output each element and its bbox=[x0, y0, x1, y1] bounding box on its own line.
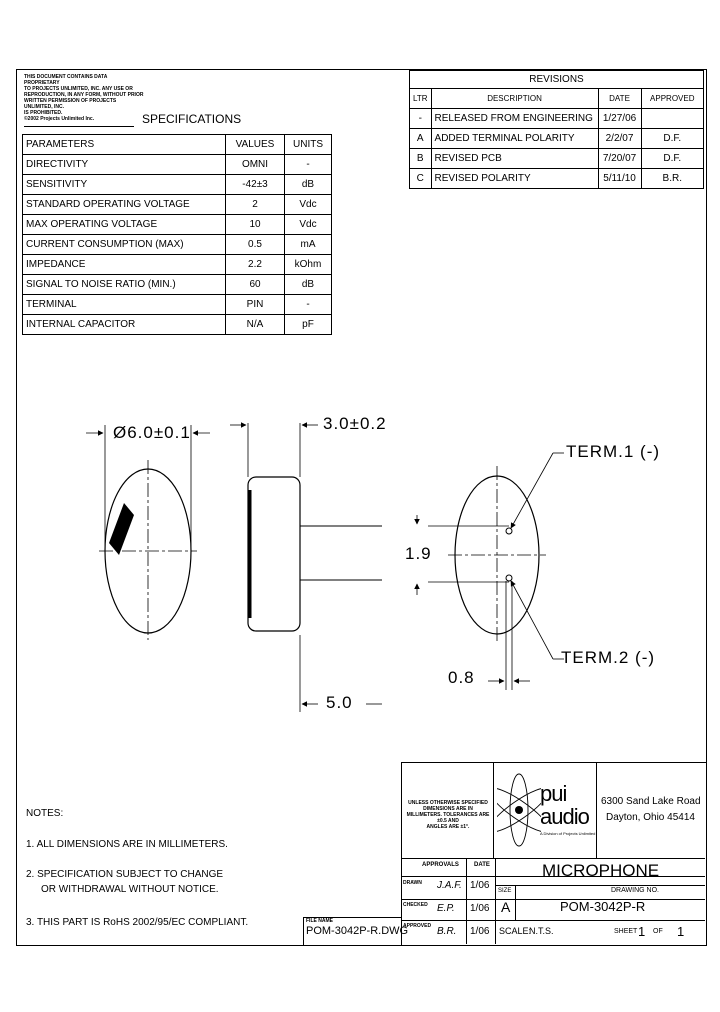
param-value: -42±3 bbox=[226, 175, 285, 195]
atom-logo-icon bbox=[497, 768, 541, 848]
rev-description: ADDED TERMINAL POLARITY bbox=[431, 129, 598, 149]
grid-line bbox=[515, 885, 516, 920]
param-value: OMNI bbox=[226, 155, 285, 175]
header-date: DATE bbox=[598, 89, 641, 109]
rev-date: 5/11/10 bbox=[598, 169, 641, 189]
notice-line: IS PROHIBITED. bbox=[24, 110, 63, 116]
param-name: IMPEDANCE bbox=[23, 255, 226, 275]
param-value: 2.2 bbox=[226, 255, 285, 275]
term1-pin bbox=[506, 528, 512, 534]
rev-approved: B.R. bbox=[641, 169, 703, 189]
approvals-label: APPROVALS bbox=[422, 862, 459, 868]
side-view bbox=[230, 423, 382, 712]
grid-line bbox=[495, 885, 705, 886]
drawn-date: 1/06 bbox=[470, 880, 490, 891]
sheet-total: 1 bbox=[677, 924, 685, 939]
header-parameters: PARAMETERS bbox=[23, 135, 226, 155]
drawn-by: J.A.F. bbox=[437, 880, 462, 891]
rev-description: RELEASED FROM ENGINEERING bbox=[431, 109, 598, 129]
header-description: DESCRIPTION bbox=[431, 89, 598, 109]
logo-word-pui: pui bbox=[540, 781, 567, 806]
param-name: STANDARD OPERATING VOLTAGE bbox=[23, 195, 226, 215]
notice-line: REPRODUCTION, IN ANY FORM, WITHOUT PRIOR bbox=[24, 92, 144, 98]
tolerance-line: UNLESS OTHERWISE SPECIFIED bbox=[408, 800, 488, 806]
drawing-no-label: DRAWING NO. bbox=[611, 887, 659, 894]
header-values: VALUES bbox=[226, 135, 285, 155]
title-block-divider bbox=[401, 858, 705, 859]
grid-line bbox=[466, 858, 467, 944]
notes-title: NOTES: bbox=[26, 808, 64, 819]
param-name: SIGNAL TO NOISE RATIO (MIN.) bbox=[23, 275, 226, 295]
date-label: DATE bbox=[474, 862, 490, 868]
param-value: 10 bbox=[226, 215, 285, 235]
tolerance-line: DIMENSIONS ARE IN bbox=[423, 806, 473, 812]
thickness-dimension: 3.0±0.2 bbox=[323, 414, 387, 433]
param-unit: pF bbox=[285, 315, 332, 335]
logo-tagline: A Division of Projects Unlimited bbox=[540, 831, 596, 836]
param-unit: dB bbox=[285, 175, 332, 195]
scale-label: SCALE: bbox=[499, 926, 532, 936]
param-name: CURRENT CONSUMPTION (MAX) bbox=[23, 235, 226, 255]
file-name: POM-3042P-R.DWG bbox=[306, 925, 409, 937]
pin-diameter-dimension: 0.8 bbox=[448, 668, 475, 687]
term2-label: TERM.2 (-) bbox=[561, 648, 656, 667]
rev-description: REVISED PCB bbox=[431, 149, 598, 169]
param-unit: - bbox=[285, 155, 332, 175]
tolerance-note bbox=[405, 800, 491, 830]
notice-line: WRITTEN PERMISSION OF PROJECTS UNLIMITED, INC. bbox=[24, 98, 117, 110]
polarity-mark bbox=[109, 503, 134, 555]
rev-ltr: - bbox=[410, 109, 432, 129]
rev-description: REVISED POLARITY bbox=[431, 169, 598, 189]
param-name: MAX OPERATING VOLTAGE bbox=[23, 215, 226, 235]
param-unit: dB bbox=[285, 275, 332, 295]
param-unit: - bbox=[285, 295, 332, 315]
rear-view bbox=[417, 453, 564, 690]
drawn-label: DRAWN bbox=[403, 880, 422, 886]
diameter-dimension: Ø6.0±0.1 bbox=[113, 423, 191, 442]
drawing-number: POM-3042P-R bbox=[560, 899, 646, 914]
specifications-title: SPECIFICATIONS bbox=[142, 112, 242, 126]
param-name: TERMINAL bbox=[23, 295, 226, 315]
grid-line bbox=[495, 858, 496, 944]
notice-line: TO PROJECTS UNLIMITED, INC. ANY USE OR bbox=[24, 86, 133, 92]
front-view bbox=[86, 425, 210, 640]
param-value: PIN bbox=[226, 295, 285, 315]
param-name: SENSITIVITY bbox=[23, 175, 226, 195]
note-item: 2. SPECIFICATION SUBJECT TO CHANGE bbox=[26, 869, 224, 880]
checked-date: 1/06 bbox=[470, 903, 490, 914]
note-item: 3. THIS PART IS RoHS 2002/95/EC COMPLIANT. bbox=[26, 917, 249, 928]
revisions-title: REVISIONS bbox=[410, 71, 704, 89]
term1-label: TERM.1 (-) bbox=[566, 442, 661, 461]
of-label: OF bbox=[653, 928, 663, 935]
rev-approved: D.F. bbox=[641, 149, 703, 169]
param-value: 60 bbox=[226, 275, 285, 295]
rev-date: 1/27/06 bbox=[598, 109, 641, 129]
param-name: INTERNAL CAPACITOR bbox=[23, 315, 226, 335]
approved-date: 1/06 bbox=[470, 926, 490, 937]
tolerance-line: MILLIMETERS. TOLERANCES ARE ±0.5 AND bbox=[406, 812, 490, 824]
approved-label: APPROVED bbox=[403, 923, 432, 929]
rev-ltr: C bbox=[410, 169, 432, 189]
pin-spacing-dimension: 1.9 bbox=[405, 544, 432, 563]
file-name-label: FILE NAME bbox=[306, 918, 333, 924]
param-unit: mA bbox=[285, 235, 332, 255]
checked-label: CHECKED bbox=[403, 902, 428, 908]
param-value: 2 bbox=[226, 195, 285, 215]
lead-length-dimension: 5.0 bbox=[326, 693, 353, 712]
term2-pin bbox=[506, 575, 512, 581]
param-value: 0.5 bbox=[226, 235, 285, 255]
notice-line: ©2002 Projects Unlimited Inc. bbox=[24, 116, 95, 122]
address-line-2: Dayton, Ohio 45414 bbox=[606, 812, 695, 823]
rev-ltr: A bbox=[410, 129, 432, 149]
address-line-1: 6300 Sand Lake Road bbox=[601, 796, 701, 807]
size-label: SIZE bbox=[498, 888, 512, 894]
header-approved: APPROVED bbox=[641, 89, 703, 109]
size-value: A bbox=[501, 899, 511, 915]
header-ltr: LTR bbox=[410, 89, 432, 109]
notice-line: THIS DOCUMENT CONTAINS DATA PROPRIETARY bbox=[24, 74, 108, 86]
grid-line bbox=[401, 920, 705, 921]
param-value: N/A bbox=[226, 315, 285, 335]
param-name: DIRECTIVITY bbox=[23, 155, 226, 175]
rev-date: 2/2/07 bbox=[598, 129, 641, 149]
scale-value: N.T.S. bbox=[529, 926, 554, 936]
sheet-label: SHEET bbox=[614, 928, 638, 935]
rev-date: 7/20/07 bbox=[598, 149, 641, 169]
header-units: UNITS bbox=[285, 135, 332, 155]
approved-by: B.R. bbox=[437, 926, 457, 937]
note-item: OR WITHDRAWAL WITHOUT NOTICE. bbox=[41, 884, 219, 895]
rev-ltr: B bbox=[410, 149, 432, 169]
sheet-number: 1 bbox=[638, 924, 646, 939]
checked-by: E.P. bbox=[437, 903, 455, 914]
note-item: 1. ALL DIMENSIONS ARE IN MILLIMETERS. bbox=[26, 839, 228, 850]
rev-approved: D.F. bbox=[641, 129, 703, 149]
drawing-title: MICROPHONE bbox=[542, 861, 660, 880]
title-block-divider bbox=[596, 762, 597, 858]
title-block-divider bbox=[493, 762, 494, 858]
grid-line bbox=[401, 899, 705, 900]
param-unit: Vdc bbox=[285, 195, 332, 215]
param-unit: kOhm bbox=[285, 255, 332, 275]
logo-word-audio: audio bbox=[540, 804, 589, 829]
tolerance-line: ANGLES ARE ±1°. bbox=[426, 824, 470, 830]
param-unit: Vdc bbox=[285, 215, 332, 235]
